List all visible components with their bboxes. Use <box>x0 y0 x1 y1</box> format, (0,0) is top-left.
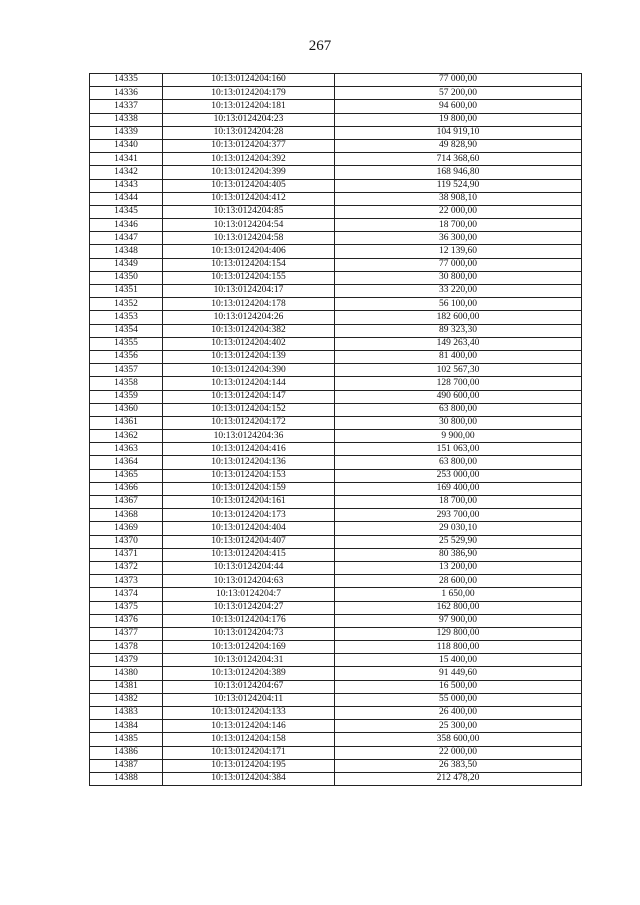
row-number-cell: 14336 <box>90 87 163 100</box>
row-number-cell: 14379 <box>90 654 163 667</box>
value-cell: 29 030,10 <box>335 522 582 535</box>
table-row <box>90 311 582 324</box>
row-number-cell: 14372 <box>90 561 163 574</box>
cadastral-number-cell: 10:13:0124204:63 <box>163 575 335 588</box>
table-row <box>90 87 582 100</box>
cadastral-number-cell: 10:13:0124204:412 <box>163 192 335 205</box>
cadastral-number-cell: 10:13:0124204:7 <box>163 588 335 601</box>
cadastral-number-cell: 10:13:0124204:181 <box>163 100 335 113</box>
value-cell: 56 100,00 <box>335 298 582 311</box>
cadastral-number-cell: 10:13:0124204:407 <box>163 535 335 548</box>
value-cell: 19 800,00 <box>335 113 582 126</box>
row-number-cell: 14361 <box>90 416 163 429</box>
row-number-cell: 14346 <box>90 219 163 232</box>
value-cell: 253 000,00 <box>335 469 582 482</box>
row-number-cell: 14339 <box>90 126 163 139</box>
table-row <box>90 232 582 245</box>
cadastral-number-cell: 10:13:0124204:28 <box>163 126 335 139</box>
table-row <box>90 403 582 416</box>
value-cell: 26 383,50 <box>335 759 582 772</box>
cadastral-number-cell: 10:13:0124204:179 <box>163 87 335 100</box>
value-cell: 102 567,30 <box>335 364 582 377</box>
table-row <box>90 139 582 152</box>
cadastral-number-cell: 10:13:0124204:36 <box>163 430 335 443</box>
row-number-cell: 14380 <box>90 667 163 680</box>
table-row <box>90 667 582 680</box>
value-cell: 12 139,60 <box>335 245 582 258</box>
row-number-cell: 14355 <box>90 337 163 350</box>
cadastral-number-cell: 10:13:0124204:406 <box>163 245 335 258</box>
cadastral-number-cell: 10:13:0124204:17 <box>163 285 335 298</box>
row-number-cell: 14378 <box>90 641 163 654</box>
table-row <box>90 298 582 311</box>
cadastral-number-cell: 10:13:0124204:382 <box>163 324 335 337</box>
value-cell: 22 000,00 <box>335 205 582 218</box>
row-number-cell: 14381 <box>90 680 163 693</box>
row-number-cell: 14374 <box>90 588 163 601</box>
row-number-cell: 14382 <box>90 693 163 706</box>
table-row <box>90 377 582 390</box>
table-row <box>90 153 582 166</box>
table-row <box>90 205 582 218</box>
table-row <box>90 100 582 113</box>
table-row <box>90 443 582 456</box>
row-number-cell: 14367 <box>90 496 163 509</box>
cadastral-number-cell: 10:13:0124204:27 <box>163 601 335 614</box>
row-number-cell: 14360 <box>90 403 163 416</box>
row-number-cell: 14383 <box>90 707 163 720</box>
value-cell: 49 828,90 <box>335 139 582 152</box>
cadastral-number-cell: 10:13:0124204:31 <box>163 654 335 667</box>
row-number-cell: 14345 <box>90 205 163 218</box>
data-table <box>89 73 582 786</box>
table-row <box>90 496 582 509</box>
value-cell: 63 800,00 <box>335 403 582 416</box>
row-number-cell: 14369 <box>90 522 163 535</box>
table-row <box>90 350 582 363</box>
row-number-cell: 14340 <box>90 139 163 152</box>
table-row <box>90 258 582 271</box>
table-row <box>90 74 582 87</box>
value-cell: 36 300,00 <box>335 232 582 245</box>
value-cell: 490 600,00 <box>335 390 582 403</box>
value-cell: 30 800,00 <box>335 416 582 429</box>
cadastral-number-cell: 10:13:0124204:389 <box>163 667 335 680</box>
value-cell: 15 400,00 <box>335 654 582 667</box>
row-number-cell: 14358 <box>90 377 163 390</box>
cadastral-number-cell: 10:13:0124204:58 <box>163 232 335 245</box>
table-row <box>90 759 582 772</box>
row-number-cell: 14384 <box>90 720 163 733</box>
row-number-cell: 14349 <box>90 258 163 271</box>
cadastral-number-cell: 10:13:0124204:158 <box>163 733 335 746</box>
row-number-cell: 14335 <box>90 74 163 87</box>
value-cell: 22 000,00 <box>335 746 582 759</box>
value-cell: 97 900,00 <box>335 614 582 627</box>
row-number-cell: 14344 <box>90 192 163 205</box>
value-cell: 1 650,00 <box>335 588 582 601</box>
value-cell: 169 400,00 <box>335 482 582 495</box>
table-body <box>90 74 582 786</box>
row-number-cell: 14359 <box>90 390 163 403</box>
table-row <box>90 746 582 759</box>
cadastral-number-cell: 10:13:0124204:153 <box>163 469 335 482</box>
table-row <box>90 601 582 614</box>
value-cell: 104 919,10 <box>335 126 582 139</box>
row-number-cell: 14375 <box>90 601 163 614</box>
table-row <box>90 522 582 535</box>
row-number-cell: 14364 <box>90 456 163 469</box>
cadastral-number-cell: 10:13:0124204:152 <box>163 403 335 416</box>
row-number-cell: 14388 <box>90 772 163 785</box>
cadastral-number-cell: 10:13:0124204:136 <box>163 456 335 469</box>
cadastral-number-cell: 10:13:0124204:85 <box>163 205 335 218</box>
table-row <box>90 390 582 403</box>
cadastral-number-cell: 10:13:0124204:139 <box>163 350 335 363</box>
value-cell: 129 800,00 <box>335 627 582 640</box>
cadastral-number-cell: 10:13:0124204:44 <box>163 561 335 574</box>
value-cell: 358 600,00 <box>335 733 582 746</box>
row-number-cell: 14353 <box>90 311 163 324</box>
value-cell: 182 600,00 <box>335 311 582 324</box>
table-row <box>90 416 582 429</box>
value-cell: 13 200,00 <box>335 561 582 574</box>
cadastral-number-cell: 10:13:0124204:144 <box>163 377 335 390</box>
table-row <box>90 588 582 601</box>
value-cell: 55 000,00 <box>335 693 582 706</box>
table-row <box>90 720 582 733</box>
value-cell: 63 800,00 <box>335 456 582 469</box>
row-number-cell: 14357 <box>90 364 163 377</box>
value-cell: 212 478,20 <box>335 772 582 785</box>
value-cell: 94 600,00 <box>335 100 582 113</box>
row-number-cell: 14343 <box>90 179 163 192</box>
table-row <box>90 548 582 561</box>
row-number-cell: 14337 <box>90 100 163 113</box>
row-number-cell: 14371 <box>90 548 163 561</box>
row-number-cell: 14368 <box>90 509 163 522</box>
row-number-cell: 14370 <box>90 535 163 548</box>
value-cell: 168 946,80 <box>335 166 582 179</box>
row-number-cell: 14385 <box>90 733 163 746</box>
row-number-cell: 14362 <box>90 430 163 443</box>
cadastral-number-cell: 10:13:0124204:54 <box>163 219 335 232</box>
row-number-cell: 14347 <box>90 232 163 245</box>
value-cell: 30 800,00 <box>335 271 582 284</box>
cadastral-number-cell: 10:13:0124204:146 <box>163 720 335 733</box>
value-cell: 26 400,00 <box>335 707 582 720</box>
row-number-cell: 14352 <box>90 298 163 311</box>
table-row <box>90 693 582 706</box>
value-cell: 25 300,00 <box>335 720 582 733</box>
cadastral-number-cell: 10:13:0124204:169 <box>163 641 335 654</box>
table-row <box>90 469 582 482</box>
row-number-cell: 14387 <box>90 759 163 772</box>
row-number-cell: 14356 <box>90 350 163 363</box>
cadastral-number-cell: 10:13:0124204:384 <box>163 772 335 785</box>
row-number-cell: 14342 <box>90 166 163 179</box>
value-cell: 151 063,00 <box>335 443 582 456</box>
table-row <box>90 179 582 192</box>
row-number-cell: 14348 <box>90 245 163 258</box>
table-row <box>90 430 582 443</box>
cadastral-number-cell: 10:13:0124204:178 <box>163 298 335 311</box>
table-row <box>90 733 582 746</box>
value-cell: 81 400,00 <box>335 350 582 363</box>
cadastral-number-cell: 10:13:0124204:176 <box>163 614 335 627</box>
value-cell: 149 263,40 <box>335 337 582 350</box>
cadastral-number-cell: 10:13:0124204:133 <box>163 707 335 720</box>
table-row <box>90 166 582 179</box>
table-row <box>90 641 582 654</box>
value-cell: 80 386,90 <box>335 548 582 561</box>
cadastral-number-cell: 10:13:0124204:160 <box>163 74 335 87</box>
value-cell: 28 600,00 <box>335 575 582 588</box>
cadastral-number-cell: 10:13:0124204:399 <box>163 166 335 179</box>
table-row <box>90 219 582 232</box>
value-cell: 119 524,90 <box>335 179 582 192</box>
cadastral-number-cell: 10:13:0124204:405 <box>163 179 335 192</box>
page-number: 267 <box>308 38 332 54</box>
cadastral-number-cell: 10:13:0124204:11 <box>163 693 335 706</box>
row-number-cell: 14354 <box>90 324 163 337</box>
value-cell: 293 700,00 <box>335 509 582 522</box>
value-cell: 89 323,30 <box>335 324 582 337</box>
row-number-cell: 14363 <box>90 443 163 456</box>
cadastral-number-cell: 10:13:0124204:155 <box>163 271 335 284</box>
value-cell: 16 500,00 <box>335 680 582 693</box>
value-cell: 118 800,00 <box>335 641 582 654</box>
table-row <box>90 509 582 522</box>
table-row <box>90 772 582 785</box>
value-cell: 77 000,00 <box>335 258 582 271</box>
cadastral-number-cell: 10:13:0124204:392 <box>163 153 335 166</box>
cadastral-number-cell: 10:13:0124204:171 <box>163 746 335 759</box>
value-cell: 33 220,00 <box>335 285 582 298</box>
table-row <box>90 535 582 548</box>
value-cell: 91 449,60 <box>335 667 582 680</box>
table-row <box>90 126 582 139</box>
table-row <box>90 654 582 667</box>
row-number-cell: 14341 <box>90 153 163 166</box>
table-row <box>90 482 582 495</box>
cadastral-number-cell: 10:13:0124204:23 <box>163 113 335 126</box>
table-row <box>90 707 582 720</box>
cadastral-number-cell: 10:13:0124204:147 <box>163 390 335 403</box>
cadastral-number-cell: 10:13:0124204:402 <box>163 337 335 350</box>
table-row <box>90 575 582 588</box>
cadastral-number-cell: 10:13:0124204:195 <box>163 759 335 772</box>
row-number-cell: 14376 <box>90 614 163 627</box>
value-cell: 714 368,60 <box>335 153 582 166</box>
cadastral-number-cell: 10:13:0124204:173 <box>163 509 335 522</box>
cadastral-number-cell: 10:13:0124204:161 <box>163 496 335 509</box>
cadastral-number-cell: 10:13:0124204:404 <box>163 522 335 535</box>
row-number-cell: 14350 <box>90 271 163 284</box>
value-cell: 18 700,00 <box>335 496 582 509</box>
row-number-cell: 14351 <box>90 285 163 298</box>
table-row <box>90 192 582 205</box>
cadastral-number-cell: 10:13:0124204:67 <box>163 680 335 693</box>
value-cell: 38 908,10 <box>335 192 582 205</box>
cadastral-number-cell: 10:13:0124204:390 <box>163 364 335 377</box>
value-cell: 18 700,00 <box>335 219 582 232</box>
table-row <box>90 680 582 693</box>
row-number-cell: 14366 <box>90 482 163 495</box>
value-cell: 128 700,00 <box>335 377 582 390</box>
cadastral-number-cell: 10:13:0124204:26 <box>163 311 335 324</box>
table-row <box>90 627 582 640</box>
row-number-cell: 14373 <box>90 575 163 588</box>
value-cell: 57 200,00 <box>335 87 582 100</box>
table-row <box>90 113 582 126</box>
row-number-cell: 14386 <box>90 746 163 759</box>
cadastral-number-cell: 10:13:0124204:377 <box>163 139 335 152</box>
table-row <box>90 456 582 469</box>
cadastral-number-cell: 10:13:0124204:154 <box>163 258 335 271</box>
value-cell: 9 900,00 <box>335 430 582 443</box>
cadastral-number-cell: 10:13:0124204:159 <box>163 482 335 495</box>
value-cell: 25 529,90 <box>335 535 582 548</box>
table-row <box>90 271 582 284</box>
cadastral-number-cell: 10:13:0124204:73 <box>163 627 335 640</box>
table-row <box>90 561 582 574</box>
table-row <box>90 245 582 258</box>
row-number-cell: 14377 <box>90 627 163 640</box>
cadastral-number-cell: 10:13:0124204:415 <box>163 548 335 561</box>
table-row <box>90 364 582 377</box>
cadastral-number-cell: 10:13:0124204:172 <box>163 416 335 429</box>
row-number-cell: 14338 <box>90 113 163 126</box>
table-row <box>90 324 582 337</box>
table-row <box>90 614 582 627</box>
cadastral-number-cell: 10:13:0124204:416 <box>163 443 335 456</box>
row-number-cell: 14365 <box>90 469 163 482</box>
value-cell: 162 800,00 <box>335 601 582 614</box>
table-row <box>90 285 582 298</box>
value-cell: 77 000,00 <box>335 74 582 87</box>
table-row <box>90 337 582 350</box>
